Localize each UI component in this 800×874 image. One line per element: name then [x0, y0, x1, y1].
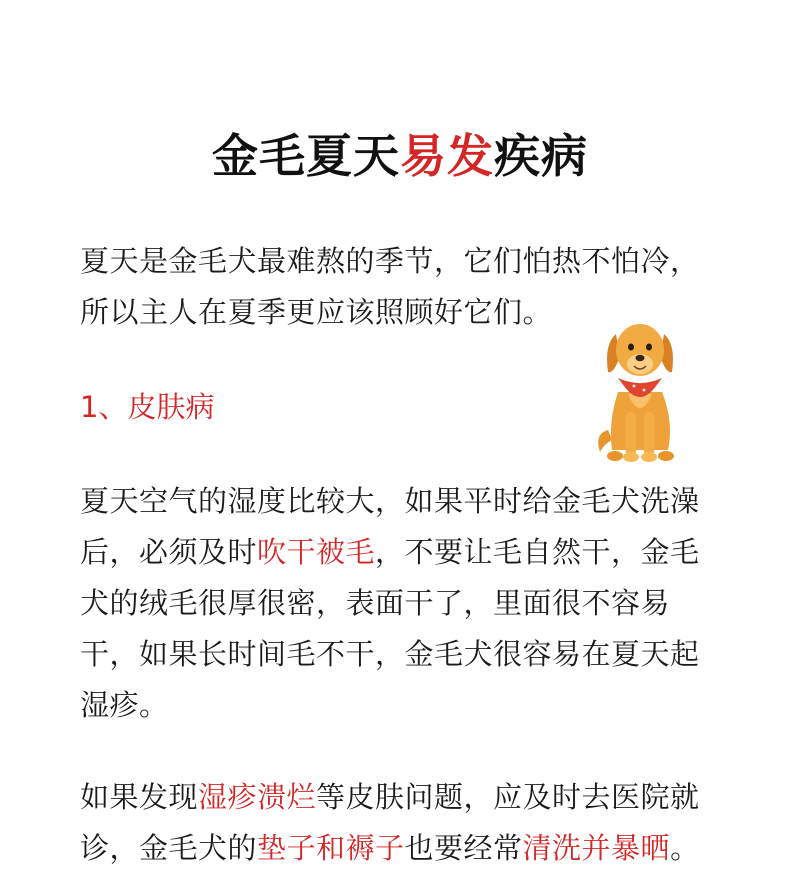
dog-nose — [636, 355, 645, 361]
highlight-text: 吹干被毛 — [257, 535, 376, 569]
intro-line-2: 所以主人在夏季更应该照顾好它们。 — [80, 295, 553, 329]
para2-line-2-text: 。 — [670, 831, 700, 865]
highlight-text: 湿疹溃烂 — [198, 780, 317, 814]
bandana-dot — [633, 385, 636, 388]
para2-line-2-text: 诊，金毛犬的 — [80, 831, 258, 865]
section-heading-skin-disease: 1、皮肤病 — [80, 390, 215, 424]
para2-line-1-text: 如果发现 — [80, 780, 199, 814]
dog-right-eye — [646, 344, 652, 351]
dog-right-paw — [641, 452, 657, 462]
title-highlight: 易发 — [400, 129, 494, 183]
bandana-dot — [639, 381, 642, 384]
para1-line-1: 夏天空气的湿度比较大，如果平时给金毛犬洗澡 — [80, 484, 700, 518]
title-part-1: 金毛夏天 — [212, 129, 400, 183]
title-part-3: 疾病 — [494, 129, 588, 183]
para2-line-2 — [80, 823, 720, 874]
dog-left-paw — [623, 452, 639, 462]
golden-retriever-dog-illustration — [590, 312, 690, 464]
para1-line-3: 犬的绒毛很厚很密，表面干了，里面很不容易 — [80, 586, 671, 620]
dog-left-leg — [626, 412, 636, 456]
skin-paragraph-1 — [80, 476, 720, 731]
para2-line-2-text: 也要经常 — [404, 831, 523, 865]
para2-line-1 — [80, 772, 720, 823]
dog-right-leg — [644, 412, 654, 456]
para1-line-4: 干，如果长时间毛不干，金毛犬很容易在夏天起 — [80, 637, 700, 671]
para1-line-2-text: ，不要让毛自然干，金毛 — [375, 535, 700, 569]
highlight-text: 垫子和褥子 — [257, 831, 405, 865]
bandana-dot — [643, 389, 646, 392]
para1-line-2 — [80, 527, 720, 578]
dog-back-right-paw — [658, 451, 674, 461]
dog-back-left-paw — [607, 451, 623, 461]
skin-paragraph-2 — [80, 772, 720, 874]
dog-left-eye — [628, 344, 634, 351]
para2-line-1-text: 等皮肤问题，应及时去医院就 — [316, 780, 700, 814]
para1-line-5: 湿疹。 — [80, 688, 169, 722]
intro-line-1: 夏天是金毛犬最难熬的季节，它们怕热不怕冷， — [80, 244, 700, 278]
para1-line-2-text: 后，必须及时 — [80, 535, 258, 569]
highlight-text: 清洗并暴晒 — [522, 831, 671, 865]
page-title — [0, 124, 800, 188]
dog-tail — [598, 430, 612, 452]
